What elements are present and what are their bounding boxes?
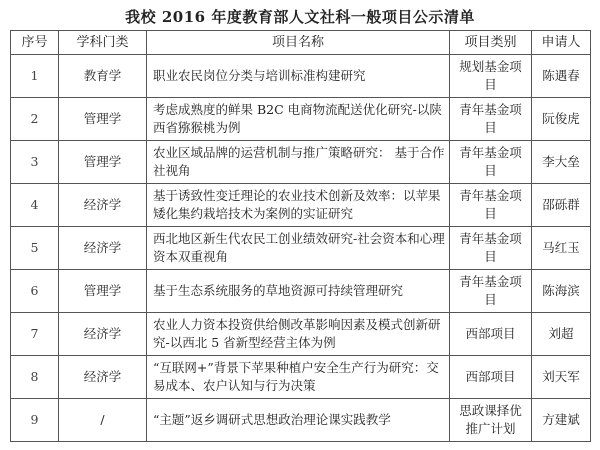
row-applicant: 马红玉: [532, 227, 591, 270]
row-category: 思政课择优推广计划: [450, 399, 532, 442]
header-category: 项目类别: [450, 31, 532, 55]
row-applicant: 方建斌: [532, 399, 591, 442]
header-applicant: 申请人: [532, 31, 591, 55]
header-no: 序号: [11, 31, 59, 55]
row-applicant: 陈海滨: [532, 270, 591, 313]
row-project-name: 基于诱致性变迁理论的农业技术创新及效率：以苹果矮化集约栽培技术为案例的实证研究: [147, 184, 450, 227]
row-project-name: 农业区域品牌的运营机制与推广策略研究： 基于合作社视角: [147, 141, 450, 184]
row-project-name: 考虑成熟度的鲜果 B2C 电商物流配送优化研究-以陕西省猕猴桃为例: [147, 98, 450, 141]
row-discipline: 经济学: [59, 184, 147, 227]
row-project-name: 基于生态系统服务的草地资源可持续管理研究: [147, 270, 450, 313]
row-category: 青年基金项目: [450, 98, 532, 141]
row-number: 6: [11, 270, 59, 313]
table-row: [11, 313, 591, 356]
table-row: [11, 270, 591, 313]
row-discipline: 经济学: [59, 356, 147, 399]
row-number: 1: [11, 55, 59, 98]
row-number: 9: [11, 399, 59, 442]
table-header-row: [11, 31, 591, 55]
row-discipline: 经济学: [59, 227, 147, 270]
row-category: 规划基金项目: [450, 55, 532, 98]
row-applicant: 阮俊虎: [532, 98, 591, 141]
row-project-name: 西北地区新生代农民工创业绩效研究-社会资本和心理资本双重视角: [147, 227, 450, 270]
row-category: 青年基金项目: [450, 141, 532, 184]
row-number: 7: [11, 313, 59, 356]
row-category: 西部项目: [450, 356, 532, 399]
row-discipline: 管理学: [59, 270, 147, 313]
header-discipline: 学科门类: [59, 31, 147, 55]
table-row: [11, 184, 591, 227]
row-number: 3: [11, 141, 59, 184]
row-applicant: 李大垒: [532, 141, 591, 184]
row-number: 8: [11, 356, 59, 399]
row-applicant: 陈遇春: [532, 55, 591, 98]
row-discipline: /: [59, 399, 147, 442]
table-row: [11, 141, 591, 184]
row-category: 青年基金项目: [450, 270, 532, 313]
table-row: [11, 227, 591, 270]
table-row: [11, 98, 591, 141]
header-project-name: 项目名称: [147, 31, 450, 55]
row-category: 青年基金项目: [450, 227, 532, 270]
row-number: 4: [11, 184, 59, 227]
row-applicant: 刘超: [532, 313, 591, 356]
row-discipline: 管理学: [59, 141, 147, 184]
project-table: [10, 30, 591, 442]
row-discipline: 管理学: [59, 98, 147, 141]
row-discipline: 教育学: [59, 55, 147, 98]
row-discipline: 经济学: [59, 313, 147, 356]
row-project-name: 职业农民岗位分类与培训标准构建研究: [147, 55, 450, 98]
row-category: 青年基金项目: [450, 184, 532, 227]
table-row: [11, 356, 591, 399]
table-row: [11, 55, 591, 98]
row-number: 2: [11, 98, 59, 141]
row-applicant: 刘天军: [532, 356, 591, 399]
table-row: [11, 399, 591, 442]
row-category: 西部项目: [450, 313, 532, 356]
row-number: 5: [11, 227, 59, 270]
row-project-name: “主题”返乡调研式思想政治理论课实践教学: [147, 399, 450, 442]
row-project-name: 农业人力资本投资供给侧改革影响因素及模式创新研究-以西北 5 省新型经营主体为例: [147, 313, 450, 356]
row-project-name: “互联网+”背景下苹果种植户安全生产行为研究：交易成本、农户认知与行为决策: [147, 356, 450, 399]
document-title: 我校 2016 年度教育部人文社科一般项目公示清单: [125, 8, 475, 26]
row-applicant: 邵砾群: [532, 184, 591, 227]
